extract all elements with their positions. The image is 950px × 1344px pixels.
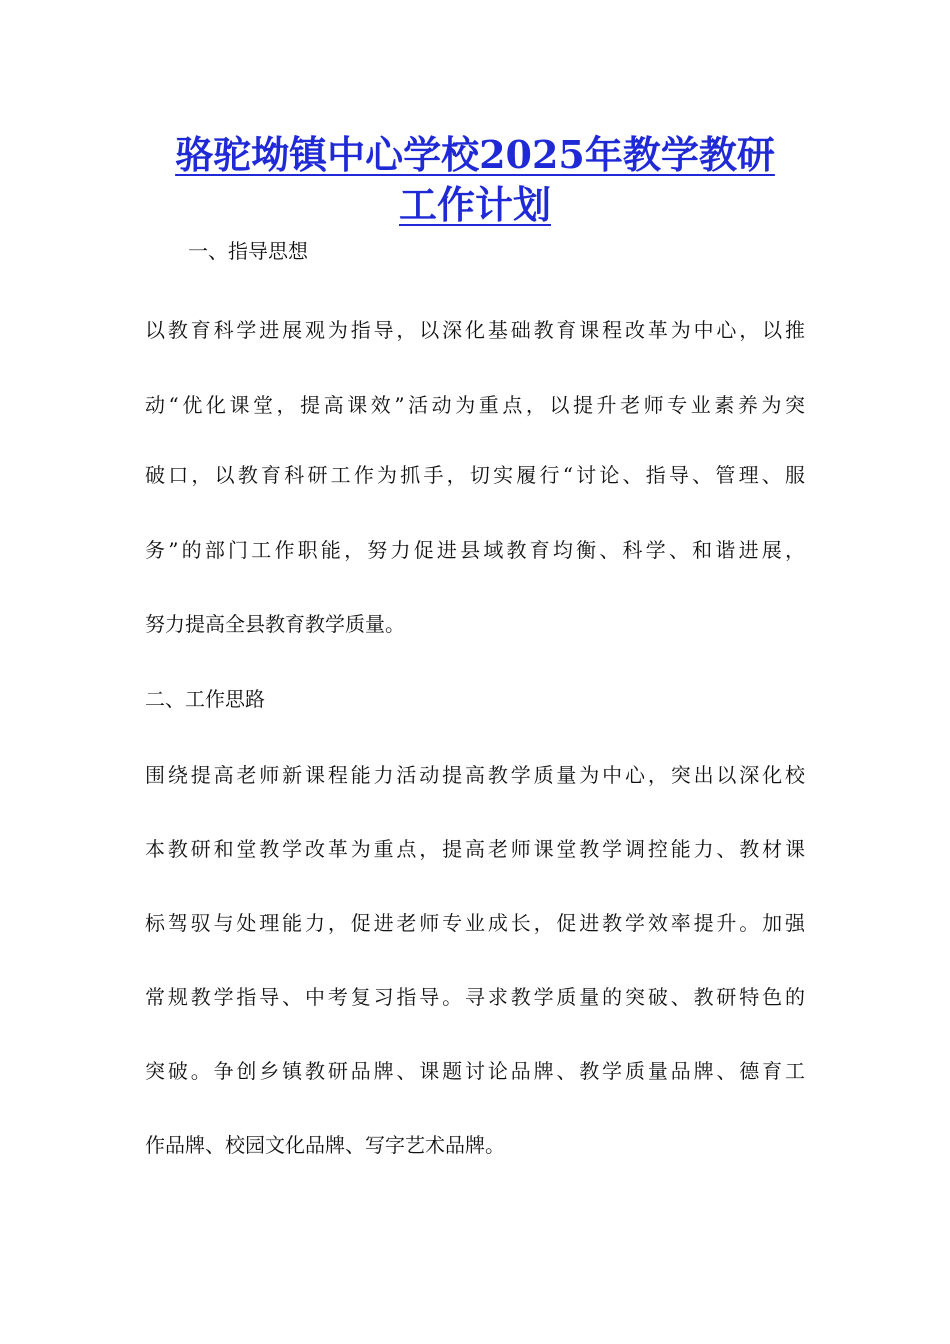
- document-title-line-2[interactable]: 工作计划: [398, 182, 551, 227]
- paragraph-line: 本教研和堂教学改革为重点，提高老师课堂教学调控能力、教材课: [145, 837, 805, 861]
- section-heading-guiding-ideology: 一、指导思想: [188, 239, 308, 263]
- paragraph-line: 努力提高全县教育教学质量。: [145, 612, 405, 636]
- document-title-line-1[interactable]: 骆驼坳镇中心学校2025年教学教研: [175, 132, 775, 177]
- paragraph-line: 标驾驭与处理能力，促进老师专业成长，促进教学效率提升。加强: [145, 911, 805, 935]
- paragraph-line: 务”的部门工作职能，努力促进县域教育均衡、科学、和谐进展，: [145, 538, 805, 562]
- section-heading-work-approach: 二、工作思路: [145, 687, 265, 711]
- paragraph-line: 动“优化课堂，提高课效”活动为重点，以提升老师专业素养为突: [145, 393, 805, 417]
- paragraph-line: 破口，以教育科研工作为抓手，切实履行“讨论、指导、管理、服: [145, 463, 805, 487]
- paragraph-line: 突破。争创乡镇教研品牌、课题讨论品牌、教学质量品牌、德育工: [145, 1059, 805, 1083]
- paragraph-line: 以教育科学进展观为指导，以深化基础教育课程改革为中心，以推: [145, 318, 805, 342]
- paragraph-line: 作品牌、校园文化品牌、写字艺术品牌。: [145, 1133, 505, 1157]
- paragraph-line: 围绕提高老师新课程能力活动提高教学质量为中心，突出以深化校: [145, 763, 805, 787]
- paragraph-line: 常规教学指导、中考复习指导。寻求教学质量的突破、教研特色的: [145, 985, 805, 1009]
